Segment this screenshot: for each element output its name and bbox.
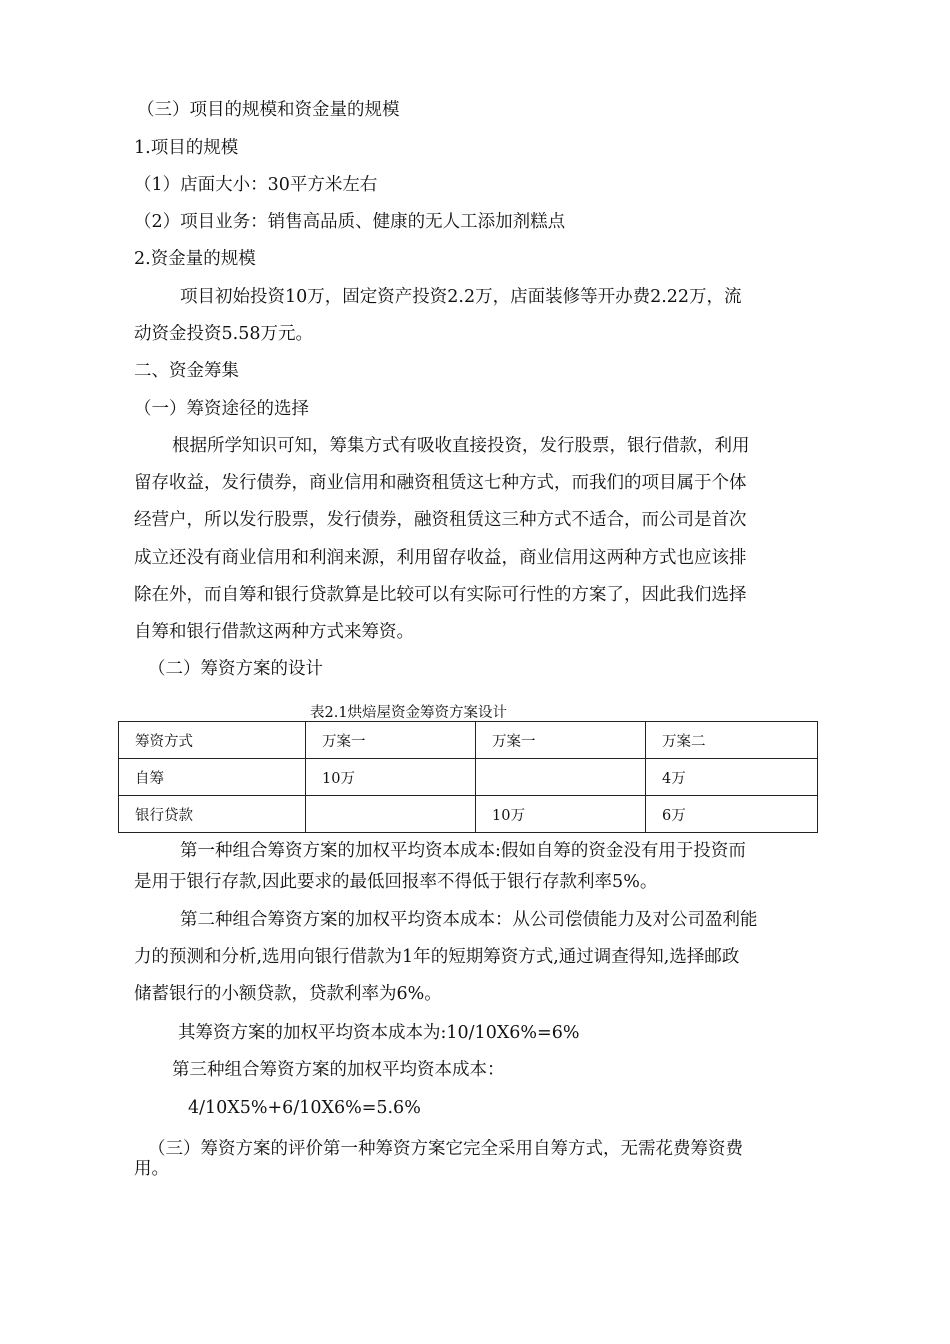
table-cell: 银行贷款 [119,796,306,833]
channel-line-6: 自筹和银行借款这两种方式来筹资。 [134,622,414,642]
business-item: （2）项目业务：销售高品质、健康的无人工添加剂糕点 [134,212,566,232]
channel-line-5: 除在外，而自筹和银行贷款算是比较可以有实际可行性的方案了，因此我们选择 [134,585,747,605]
table-cell: 10万 [306,759,476,796]
investment-line-2: 动资金投资5.58万元。 [134,324,313,344]
investment-line-1: 项目初始投资10万，固定资产投资2.2万，店面装修等开办费2.22万，流 [180,287,742,307]
table-header-row [119,722,818,759]
table-cell: 10万 [476,796,646,833]
plan2-line-3: 储蓄银行的小额贷款，贷款利率为6%。 [134,984,442,1004]
plan3-formula: 4/10X5%+6/10X6%=5.6% [188,1098,421,1118]
table-row [119,759,818,796]
evaluation-line-2: 用。 [134,1159,169,1179]
plan2-line-1: 第二种组合筹资方案的加权平均资本成本：从公司偿债能力及对公司盈利能 [180,910,758,930]
table-cell: 自筹 [119,759,306,796]
financing-plan-table [118,721,818,833]
table-header-cell: 万案二 [646,722,818,759]
subheading-channel: （一）筹资途径的选择 [134,399,309,419]
section-heading-scale: （三）项目的规模和资金量的规模 [137,100,400,120]
channel-line-2: 留存收益，发行债券，商业信用和融资租赁这七种方式，而我们的项目属于个体 [134,473,747,493]
table-cell: 6万 [646,796,818,833]
subheading-design: （二）筹资方案的设计 [148,659,323,679]
table-header-cell: 万案一 [476,722,646,759]
table-cell [306,796,476,833]
table-row [119,796,818,833]
channel-line-4: 成立还没有商业信用和利润来源，利用留存收益，商业信用这两种方式也应该排 [134,548,747,568]
evaluation-line-1: （三）筹资方案的评价第一种筹资方案它完全采用自筹方式，无需花费筹资费 [148,1139,743,1159]
plan1-line-1: 第一种组合筹资方案的加权平均资本成本:假如自筹的资金没有用于投资而 [180,841,746,861]
plan1-line-2: 是用于银行存款,因此要求的最低回报率不得低于银行存款利率5%。 [134,872,658,892]
table-header-cell: 筹资方式 [119,722,306,759]
store-size-item: （1）店面大小：30平方米左右 [134,175,378,195]
subheading-project-scale: 1.项目的规模 [134,138,239,158]
subheading-capital-scale: 2.资金量的规模 [134,249,256,269]
plan2-line-2: 力的预测和分析,选用向银行借款为1年的短期筹资方式,通过调查得知,选择邮政 [134,947,740,967]
channel-line-1: 根据所学知识可知，筹集方式有吸收直接投资，发行股票，银行借款，利用 [172,436,750,456]
plan3-line: 第三种组合筹资方案的加权平均资本成本： [172,1060,505,1080]
table-header-cell: 万案一 [306,722,476,759]
table-cell [476,759,646,796]
table-cell: 4万 [646,759,818,796]
channel-line-3: 经营户，所以发行股票，发行债券，融资租赁这三种方式不适合，而公司是首次 [134,510,747,530]
table-caption: 表2.1烘焙屋资金筹资方案设计 [310,705,508,721]
section-heading-financing: 二、资金筹集 [134,361,239,381]
plan2-formula: 其筹资方案的加权平均资本成本为:10/10X6%=6% [178,1023,580,1043]
